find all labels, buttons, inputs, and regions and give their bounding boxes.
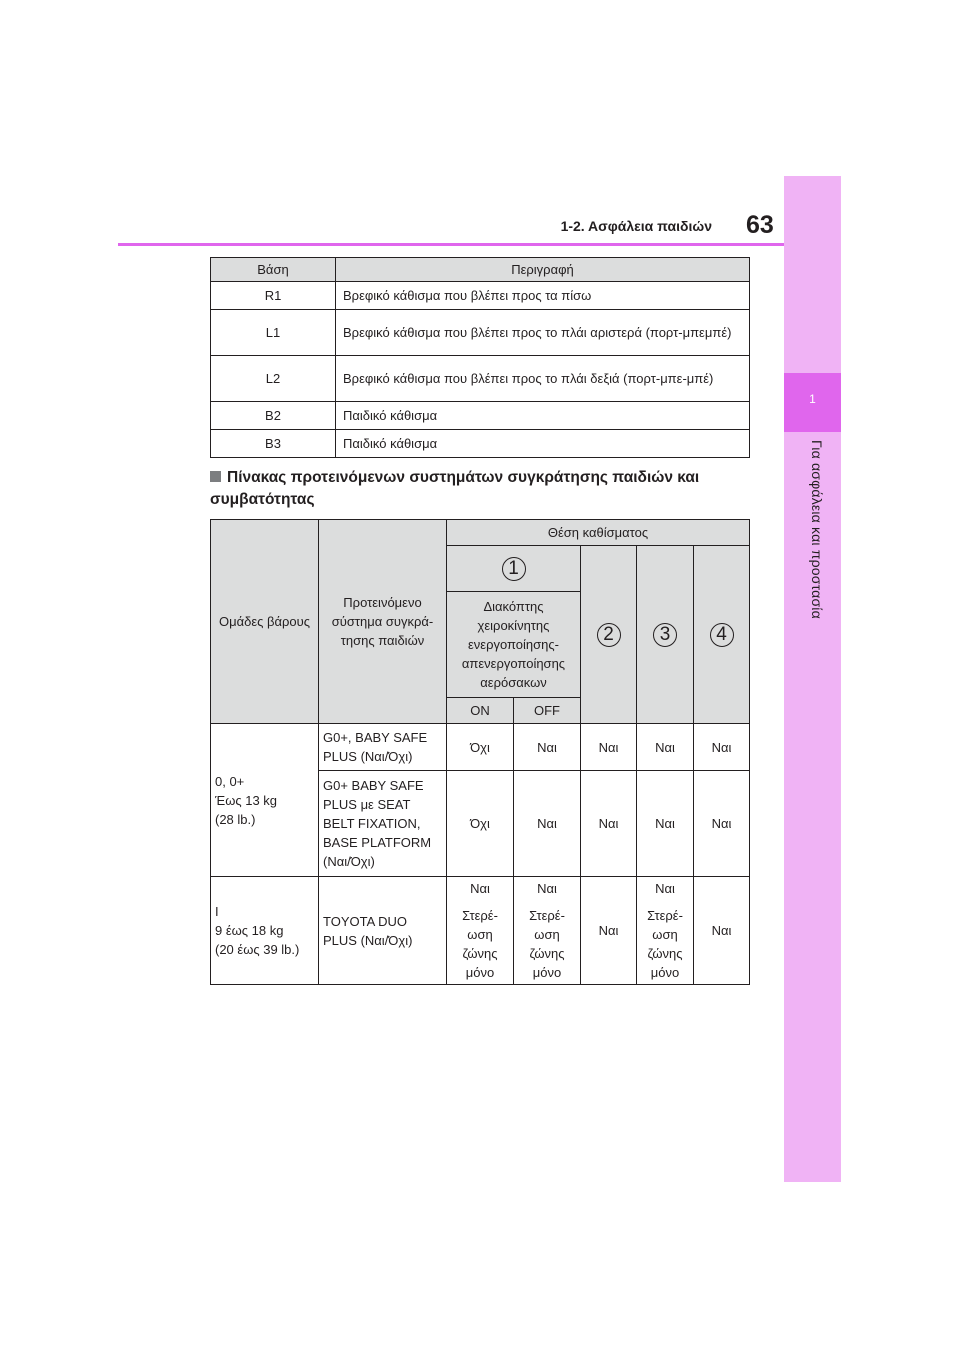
base-table — [210, 257, 750, 458]
description-cell: Βρεφικό κάθισμα που βλέπει προς το πλάι δεξιά (πορτ-μπε-μπέ) — [336, 356, 750, 402]
base-cell: L2 — [211, 356, 336, 402]
switch-on-header: ON — [447, 698, 514, 724]
value-text: Ναι — [655, 881, 675, 896]
value-cell: Ναι — [581, 877, 637, 985]
section-title: 1-2. Ασφάλεια παιδιών — [560, 218, 712, 234]
value-cell: Ναι — [694, 877, 750, 985]
value-text: Ναι — [470, 881, 490, 896]
table-row — [211, 356, 750, 402]
seat-4-header — [694, 546, 750, 724]
weight-group-cell: 0, 0+ Έως 13 kg (28 lb.) — [211, 724, 319, 877]
system-cell: TOYOTA DUO PLUS (Ναι/Όχι) — [319, 877, 447, 985]
weight-group-header: Ομάδες βάρους — [211, 520, 319, 724]
value-text: Ναι — [537, 881, 557, 896]
seat-position-header: Θέση καθίσματος — [447, 520, 750, 546]
seat-1-number-icon: 1 — [502, 557, 526, 581]
square-bullet-icon — [210, 471, 221, 482]
table-row — [211, 724, 750, 771]
weight-group-cell: I 9 έως 18 kg (20 έως 39 lb.) — [211, 877, 319, 985]
value-cell — [637, 877, 694, 985]
page-number: 63 — [746, 211, 774, 239]
table-row — [211, 282, 750, 310]
value-note: Στερέ-ωση ζώνης μόνο — [647, 908, 683, 980]
system-header: Προτεινόμενο σύστημα συγκρά-τησης παιδιών — [319, 520, 447, 724]
seat-4-number-icon: 4 — [710, 623, 734, 647]
table-row — [211, 430, 750, 458]
header-cell-base: Βάση — [211, 258, 336, 282]
value-cell: Ναι — [694, 724, 750, 771]
value-cell: Ναι — [637, 771, 694, 877]
compat-table — [210, 519, 750, 985]
airbag-switch-header: Διακόπτης χειροκίνητης ενεργοποίησης-απενεργοποίησης αερόσακων — [447, 592, 581, 698]
switch-off-header: OFF — [514, 698, 581, 724]
value-cell: Ναι — [637, 724, 694, 771]
chapter-number: 1 — [809, 392, 816, 406]
value-cell: Ναι — [581, 724, 637, 771]
system-cell: G0+ BABY SAFE PLUS με SEAT BELT FIXATION, BASE PLATFORM (Ναι/Όχι) — [319, 771, 447, 877]
table-header-row — [211, 258, 750, 282]
seat-1-header — [447, 546, 581, 592]
seat-3-header — [637, 546, 694, 724]
value-cell — [514, 877, 581, 985]
description-cell: Παιδικό κάθισμα — [336, 402, 750, 430]
system-cell: G0+, BABY SAFE PLUS (Ναι/Όχι) — [319, 724, 447, 771]
seat-2-header — [581, 546, 637, 724]
table-row — [211, 877, 750, 985]
seat-3-number-icon: 3 — [653, 623, 677, 647]
chapter-side-tab — [784, 176, 841, 1182]
value-cell — [447, 877, 514, 985]
chapter-title: Για ασφάλεια και προστασία — [809, 440, 825, 619]
description-cell: Βρεφικό κάθισμα που βλέπει προς τα πίσω — [336, 282, 750, 310]
header-cell-description: Περιγραφή — [336, 258, 750, 282]
table-row — [211, 310, 750, 356]
compat-heading — [210, 467, 740, 511]
table-header-row — [211, 520, 750, 546]
table-row — [211, 402, 750, 430]
value-cell: Ναι — [514, 771, 581, 877]
seat-2-number-icon: 2 — [597, 623, 621, 647]
value-cell: Όχι — [447, 771, 514, 877]
description-cell: Παιδικό κάθισμα — [336, 430, 750, 458]
base-cell: R1 — [211, 282, 336, 310]
base-cell: L1 — [211, 310, 336, 356]
base-cell: B3 — [211, 430, 336, 458]
value-cell: Ναι — [581, 771, 637, 877]
compat-heading-text: Πίνακας προτεινόμενων συστημάτων συγκράτησης παιδιών και συμβατότητας — [210, 469, 700, 508]
value-cell: Ναι — [514, 724, 581, 771]
description-cell: Βρεφικό κάθισμα που βλέπει προς το πλάι αριστερά (πορτ-μπεμπέ) — [336, 310, 750, 356]
value-note: Στερέ-ωση ζώνης μόνο — [529, 908, 565, 980]
value-cell: Όχι — [447, 724, 514, 771]
header-rule — [118, 243, 784, 246]
base-cell: B2 — [211, 402, 336, 430]
value-note: Στερέ-ωση ζώνης μόνο — [462, 908, 498, 980]
value-cell: Ναι — [694, 771, 750, 877]
